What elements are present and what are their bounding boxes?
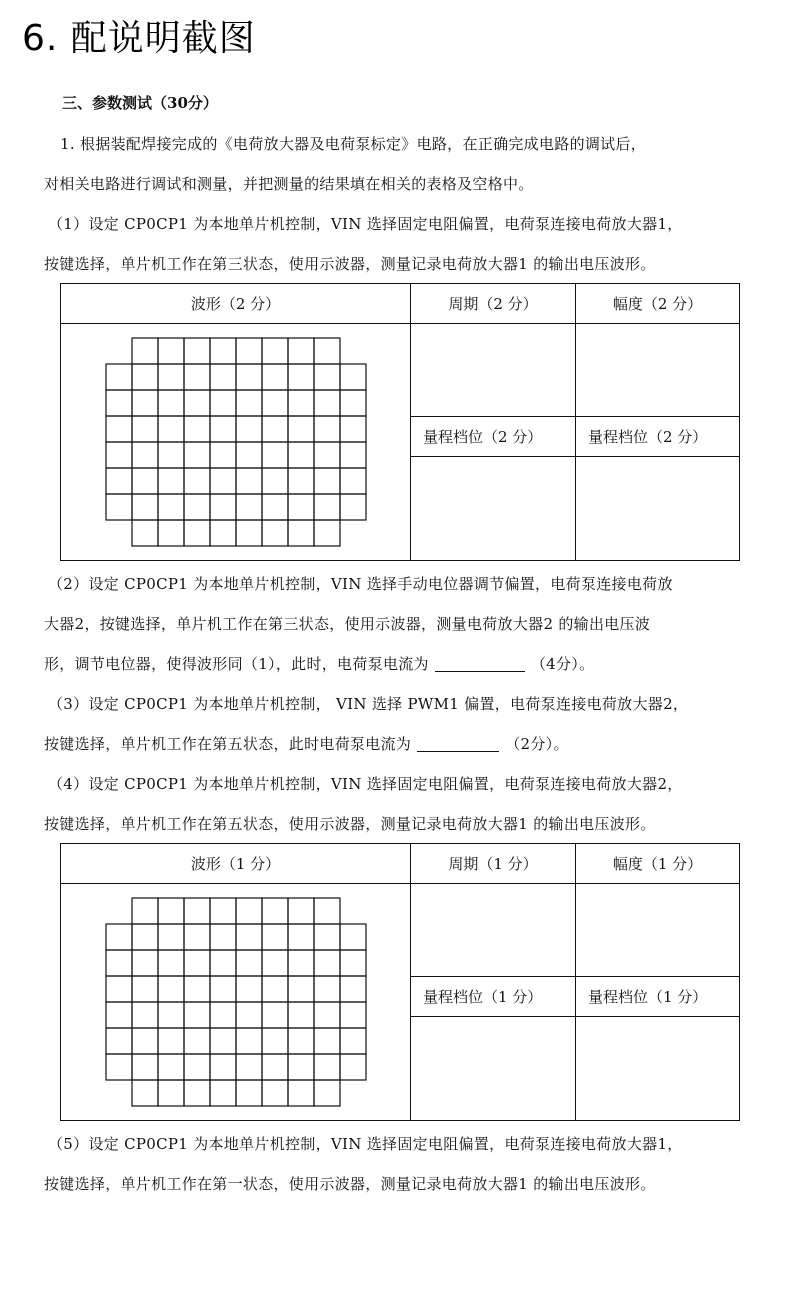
table-1-range-right-label: 量程档位（2 分） xyxy=(576,417,739,457)
grid-cell xyxy=(340,976,366,1002)
grid-cell xyxy=(132,976,158,1002)
grid-cell xyxy=(262,1080,288,1106)
grid-cell xyxy=(210,1002,236,1028)
grid-cell xyxy=(236,494,262,520)
grid-cell xyxy=(158,494,184,520)
grid-cell xyxy=(314,1028,340,1054)
grid-cell xyxy=(132,1054,158,1080)
question-3-line-1: （3）设定 CP0CP1 为本地单片机控制， VIN 选择 PWM1 偏置，电荷泵连接电荷放大器2， xyxy=(48,695,689,713)
grid-cell xyxy=(210,416,236,442)
grid-cell xyxy=(340,494,366,520)
table-2-range-right-label: 量程档位（1 分） xyxy=(576,977,739,1017)
grid-cell xyxy=(106,1054,132,1080)
grid-cell xyxy=(210,1028,236,1054)
table-1-waveform-header: 波形（2 分） xyxy=(61,284,411,324)
grid-cell xyxy=(288,898,314,924)
grid-cell xyxy=(314,1080,340,1106)
grid-cell xyxy=(340,416,366,442)
grid-cell xyxy=(158,1002,184,1028)
grid-cell xyxy=(132,924,158,950)
table-1-range-left-label: 量程档位（2 分） xyxy=(411,417,576,457)
grid-cell xyxy=(106,390,132,416)
grid-cell xyxy=(236,898,262,924)
table-2-period-input[interactable] xyxy=(411,884,576,977)
grid-cell xyxy=(288,1054,314,1080)
grid-cell xyxy=(314,364,340,390)
question-2-text: 形，调节电位器，使得波形同（1），此时，电荷泵电流为 xyxy=(44,655,429,673)
grid-cell xyxy=(236,338,262,364)
grid-cell xyxy=(210,338,236,364)
grid-cell xyxy=(184,1054,210,1080)
grid-cell xyxy=(262,468,288,494)
grid-cell xyxy=(288,494,314,520)
grid-cell xyxy=(158,390,184,416)
grid-cell xyxy=(210,364,236,390)
grid-cell xyxy=(158,364,184,390)
grid-cell xyxy=(288,1002,314,1028)
grid-cell xyxy=(288,468,314,494)
oscilloscope-grid xyxy=(105,337,367,548)
grid-cell xyxy=(340,390,366,416)
grid-cell xyxy=(210,494,236,520)
grid-cell xyxy=(132,442,158,468)
grid-cell xyxy=(106,494,132,520)
grid-cell xyxy=(106,364,132,390)
grid-cell xyxy=(340,950,366,976)
grid-cell xyxy=(314,494,340,520)
grid-cell xyxy=(288,950,314,976)
grid-cell xyxy=(158,468,184,494)
grid-cell xyxy=(210,898,236,924)
question-2-line-3 xyxy=(44,653,756,674)
measurement-table-2 xyxy=(60,843,740,1121)
grid-cell xyxy=(288,442,314,468)
grid-cell xyxy=(236,950,262,976)
grid-cell xyxy=(314,442,340,468)
grid-cell xyxy=(340,442,366,468)
table-1-range-left-input[interactable] xyxy=(411,457,576,560)
grid-cell xyxy=(132,1028,158,1054)
table-2-range-right-input[interactable] xyxy=(576,1017,739,1120)
grid-cell xyxy=(340,1028,366,1054)
grid-cell xyxy=(158,976,184,1002)
grid-cell xyxy=(314,1054,340,1080)
grid-cell xyxy=(314,898,340,924)
grid-cell xyxy=(210,390,236,416)
grid-cell xyxy=(132,338,158,364)
grid-cell xyxy=(184,468,210,494)
grid-cell xyxy=(184,1080,210,1106)
grid-cell xyxy=(288,338,314,364)
grid-cell xyxy=(236,520,262,546)
grid-cell xyxy=(236,1028,262,1054)
question-1-line-1: （1）设定 CP0CP1 为本地单片机控制，VIN 选择固定电阻偏置，电荷泵连接电荷放大器1， xyxy=(48,215,683,233)
grid-cell xyxy=(132,520,158,546)
paragraph-intro-line-1: 1. 根据装配焊接完成的《电荷放大器及电荷泵标定》电路，在正确完成电路的调试后， xyxy=(60,135,647,153)
grid-cell xyxy=(262,520,288,546)
grid-cell xyxy=(184,924,210,950)
grid-cell xyxy=(236,468,262,494)
grid-cell xyxy=(340,468,366,494)
grid-cell xyxy=(158,898,184,924)
grid-cell xyxy=(236,976,262,1002)
grid-cell xyxy=(184,976,210,1002)
grid-cell xyxy=(314,950,340,976)
question-1-line-2: 按键选择，单片机工作在第三状态，使用示波器，测量记录电荷放大器1 的输出电压波形。 xyxy=(44,255,656,273)
grid-cell xyxy=(132,950,158,976)
question-4-line-1: （4）设定 CP0CP1 为本地单片机控制，VIN 选择固定电阻偏置，电荷泵连接电荷放大器2， xyxy=(48,775,683,793)
grid-cell xyxy=(106,442,132,468)
grid-cell xyxy=(106,950,132,976)
grid-cell xyxy=(184,898,210,924)
grid-cell xyxy=(236,1080,262,1106)
table-2-waveform-area[interactable] xyxy=(61,884,411,1120)
question-5-line-2: 按键选择，单片机工作在第一状态，使用示波器，测量记录电荷放大器1 的输出电压波形。 xyxy=(44,1175,656,1193)
grid-cell xyxy=(158,1054,184,1080)
table-2-range-left-label: 量程档位（1 分） xyxy=(411,977,576,1017)
grid-cell xyxy=(314,520,340,546)
answer-blank-current-2[interactable] xyxy=(417,737,499,752)
grid-cell xyxy=(262,976,288,1002)
table-2-waveform-header: 波形（1 分） xyxy=(61,844,411,884)
grid-cell xyxy=(210,976,236,1002)
grid-cell xyxy=(314,1002,340,1028)
grid-cell xyxy=(132,364,158,390)
grid-cell xyxy=(132,390,158,416)
grid-cell xyxy=(314,338,340,364)
table-1-waveform-area[interactable] xyxy=(61,324,411,560)
grid-cell xyxy=(236,1054,262,1080)
grid-cell xyxy=(210,442,236,468)
grid-cell xyxy=(288,1080,314,1106)
question-5-line-1: （5）设定 CP0CP1 为本地单片机控制，VIN 选择固定电阻偏置，电荷泵连接电荷放大器1， xyxy=(48,1135,683,1153)
grid-cell xyxy=(210,924,236,950)
table-1-period-input[interactable] xyxy=(411,324,576,417)
grid-cell xyxy=(184,950,210,976)
grid-cell xyxy=(158,924,184,950)
grid-cell xyxy=(262,390,288,416)
grid-cell xyxy=(288,976,314,1002)
grid-cell xyxy=(262,898,288,924)
grid-cell xyxy=(262,364,288,390)
grid-cell xyxy=(314,468,340,494)
grid-cell xyxy=(288,520,314,546)
grid-cell xyxy=(340,1054,366,1080)
paragraph-intro-line-2: 对相关电路进行调试和测量，并把测量的结果填在相关的表格及空格中。 xyxy=(44,175,534,193)
grid-cell xyxy=(184,338,210,364)
grid-cell xyxy=(184,364,210,390)
grid-cell xyxy=(184,1028,210,1054)
grid-cell xyxy=(210,520,236,546)
grid-cell xyxy=(236,442,262,468)
measurement-table-1 xyxy=(60,283,740,561)
grid-cell xyxy=(132,1080,158,1106)
grid-cell xyxy=(236,924,262,950)
grid-cell xyxy=(314,416,340,442)
grid-cell xyxy=(106,1028,132,1054)
question-2-line-2: 大器2，按键选择，单片机工作在第三状态，使用示波器，测量电荷放大器2 的输出电压波 xyxy=(44,615,651,633)
answer-blank-current-1[interactable] xyxy=(435,657,525,672)
grid-cell xyxy=(158,338,184,364)
grid-cell xyxy=(236,416,262,442)
grid-cell xyxy=(158,1028,184,1054)
page-title: 6. 配说明截图 xyxy=(22,18,256,59)
question-4-line-2: 按键选择，单片机工作在第五状态，使用示波器，测量记录电荷放大器1 的输出电压波形。 xyxy=(44,815,656,833)
grid-cell xyxy=(288,924,314,950)
table-1-range-right-input[interactable] xyxy=(576,457,739,560)
grid-cell xyxy=(288,390,314,416)
grid-cell xyxy=(262,1002,288,1028)
grid-cell xyxy=(106,1002,132,1028)
grid-cell xyxy=(236,1002,262,1028)
grid-cell xyxy=(340,924,366,950)
grid-cell xyxy=(106,416,132,442)
question-3-text: 按键选择，单片机工作在第五状态，此时电荷泵电流为 xyxy=(44,735,412,753)
grid-cell xyxy=(184,520,210,546)
grid-cell xyxy=(262,924,288,950)
question-3-points: （2分）。 xyxy=(505,735,569,753)
grid-cell xyxy=(132,898,158,924)
grid-cell xyxy=(262,950,288,976)
grid-cell xyxy=(210,1080,236,1106)
grid-cell xyxy=(314,976,340,1002)
grid-cell xyxy=(314,924,340,950)
grid-cell xyxy=(340,1002,366,1028)
oscilloscope-grid xyxy=(105,897,367,1108)
grid-cell xyxy=(288,1028,314,1054)
table-2-range-left-input[interactable] xyxy=(411,1017,576,1120)
grid-cell xyxy=(288,364,314,390)
question-3-line-2 xyxy=(44,733,756,754)
question-2-line-1: （2）设定 CP0CP1 为本地单片机控制，VIN 选择手动电位器调节偏置，电荷泵连接电荷放 xyxy=(48,575,673,593)
grid-cell xyxy=(184,442,210,468)
table-2-period-header: 周期（1 分） xyxy=(411,844,576,884)
grid-cell xyxy=(236,390,262,416)
grid-cell xyxy=(106,924,132,950)
grid-cell xyxy=(106,468,132,494)
grid-cell xyxy=(106,976,132,1002)
grid-cell xyxy=(132,494,158,520)
grid-cell xyxy=(132,468,158,494)
grid-cell xyxy=(184,390,210,416)
grid-cell xyxy=(184,1002,210,1028)
grid-cell xyxy=(158,442,184,468)
grid-cell xyxy=(262,416,288,442)
grid-cell xyxy=(210,950,236,976)
table-1-amplitude-header: 幅度（2 分） xyxy=(576,284,739,324)
section-heading: 三、参数测试（30分） xyxy=(62,94,218,112)
table-1-period-header: 周期（2 分） xyxy=(411,284,576,324)
grid-cell xyxy=(132,416,158,442)
grid-cell xyxy=(158,416,184,442)
table-2-amplitude-header: 幅度（1 分） xyxy=(576,844,739,884)
grid-cell xyxy=(184,494,210,520)
grid-cell xyxy=(262,1028,288,1054)
grid-cell xyxy=(158,950,184,976)
table-2-amplitude-input[interactable] xyxy=(576,884,739,977)
grid-cell xyxy=(132,1002,158,1028)
question-2-points: （4分）。 xyxy=(530,655,595,673)
grid-cell xyxy=(210,1054,236,1080)
grid-cell xyxy=(236,364,262,390)
table-1-amplitude-input[interactable] xyxy=(576,324,739,417)
grid-cell xyxy=(340,364,366,390)
grid-cell xyxy=(314,390,340,416)
grid-cell xyxy=(262,338,288,364)
grid-cell xyxy=(288,416,314,442)
grid-cell xyxy=(184,416,210,442)
grid-cell xyxy=(210,468,236,494)
grid-cell xyxy=(262,494,288,520)
grid-cell xyxy=(262,1054,288,1080)
grid-cell xyxy=(158,520,184,546)
grid-cell xyxy=(158,1080,184,1106)
grid-cell xyxy=(262,442,288,468)
